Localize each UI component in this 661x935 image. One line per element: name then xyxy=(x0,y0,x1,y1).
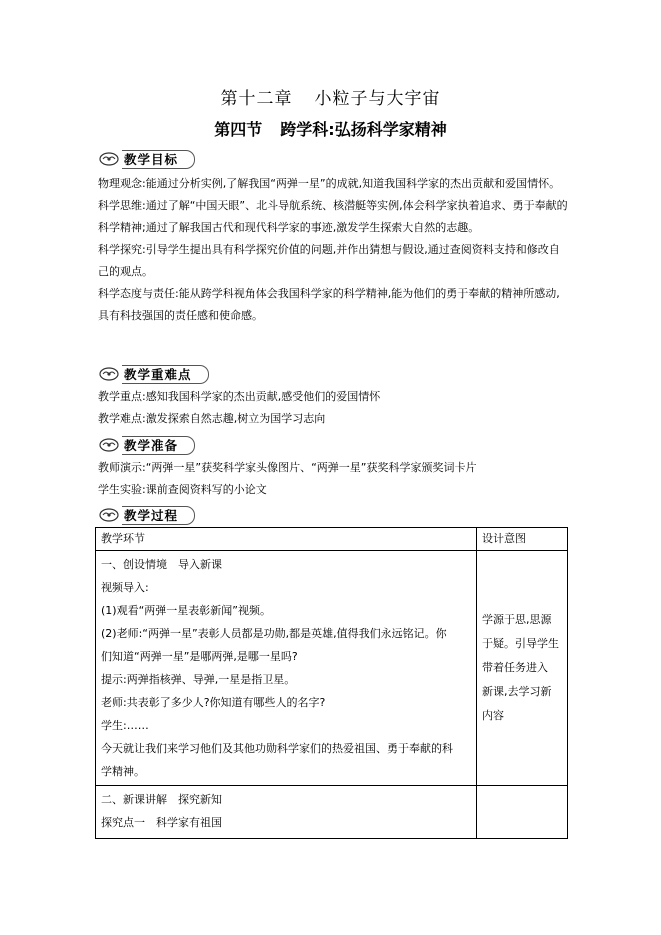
objectives-header xyxy=(98,150,195,168)
section-name: 跨学科:弘扬科学家精神 xyxy=(280,120,447,139)
step-line: 视频导入: xyxy=(101,581,149,594)
step-line: 提示:两弹指核弹、导弹,一星是指卫星。 xyxy=(101,673,296,686)
intent-cell xyxy=(477,786,568,839)
step-line: 探究点一 科学家有祖国 xyxy=(101,816,222,829)
step-line: 学精神。 xyxy=(101,765,145,778)
preparation-item: 教师演示:“两弹一星”获奖科学家头像图片、“两弹一星”获奖科学家颁奖词卡片 xyxy=(98,461,477,474)
section-number: 第四节 xyxy=(214,120,263,139)
intent-line: 内容 xyxy=(482,709,504,722)
process-table xyxy=(95,527,568,839)
step-line: 学生:…… xyxy=(101,719,149,732)
header-cell-step: 教学环节 xyxy=(96,528,477,551)
step-line: 二、新课讲解 探究新知 xyxy=(101,793,222,806)
key-point-item: 教学重点:感知我国科学家的杰出贡献,感受他们的爱国情怀 xyxy=(98,390,381,403)
step-line: 们知道“两弹一星”是哪两弹,是哪一星吗? xyxy=(101,650,298,663)
intent-cell xyxy=(477,551,568,786)
step-line: 今天就让我们来学习他们及其他功勋科学家们的热爱祖国、勇于奉献的科 xyxy=(101,742,453,755)
chapter-number: 第十二章 xyxy=(220,89,293,109)
key-points-list xyxy=(98,386,568,430)
table-row xyxy=(96,551,568,786)
preparation-item: 学生实验:课前查阅资料写的小论文 xyxy=(98,483,267,496)
chapter-title xyxy=(0,84,661,109)
intent-line: 新课,去学习新 xyxy=(482,685,552,698)
step-line: (2)老师:“两弹一星”表彰人员都是功勋,都是英雄,值得我们永远铭记。你 xyxy=(101,627,447,640)
key-point-item: 教学难点:激发探索自然志趣,树立为国学习志向 xyxy=(98,412,326,425)
flower-icon xyxy=(98,436,120,454)
objective-item: 科学态度与责任:能从跨学科视角体会我国科学家的科学精神,能为他们的勇于奉献的精神所感动,具有科技强国的责任感和使命感。 xyxy=(98,287,560,322)
intent-line: 于疑。引导学生 xyxy=(482,637,559,650)
objective-item: 科学探究:引导学生提出具有科学探究价值的问题,并作出猜想与假设,通过查阅资料支持和修改自己的观点。 xyxy=(98,243,560,278)
preparation-header-label: 教学准备 xyxy=(122,436,195,455)
header-cell-intent: 设计意图 xyxy=(477,528,568,551)
key-points-header-label: 教学重难点 xyxy=(122,365,209,384)
chapter-name: 小粒子与大宇宙 xyxy=(314,89,441,109)
objectives-header-label: 教学目标 xyxy=(122,150,195,169)
flower-icon xyxy=(98,150,120,168)
intent-line: 学源于思,思源 xyxy=(482,613,552,626)
preparation-list xyxy=(98,457,568,501)
section-title xyxy=(0,117,661,140)
preparation-header xyxy=(98,436,195,454)
flower-icon xyxy=(98,506,120,524)
step-cell xyxy=(96,786,477,839)
step-line: (1)观看“两弹一星表彰新闻”视频。 xyxy=(101,604,271,617)
objective-item: 科学思维:通过了解“中国天眼”、北斗导航系统、核潜艇等实例,体会科学家执着追求、勇于奉献的科学精神;通过了解我国古代和现代科学家的事迹,激发学生探索大自然的志趣。 xyxy=(98,199,568,234)
step-line: 老师:共表彰了多少人?你知道有哪些人的名字? xyxy=(101,696,326,709)
objectives-list xyxy=(98,173,568,327)
flower-icon xyxy=(98,365,120,383)
key-points-header xyxy=(98,365,209,383)
table-header-row xyxy=(96,528,568,551)
step-line: 一、创设情境 导入新课 xyxy=(101,558,222,571)
process-header-label: 教学过程 xyxy=(122,506,195,525)
objective-item: 物理观念:能通过分析实例,了解我国“两弹一星”的成就,知道我国科学家的杰出贡献和爱国情怀。 xyxy=(98,177,561,190)
intent-line: 带着任务进入 xyxy=(482,661,548,674)
table-row xyxy=(96,786,568,839)
step-cell xyxy=(96,551,477,786)
process-header xyxy=(98,506,195,524)
